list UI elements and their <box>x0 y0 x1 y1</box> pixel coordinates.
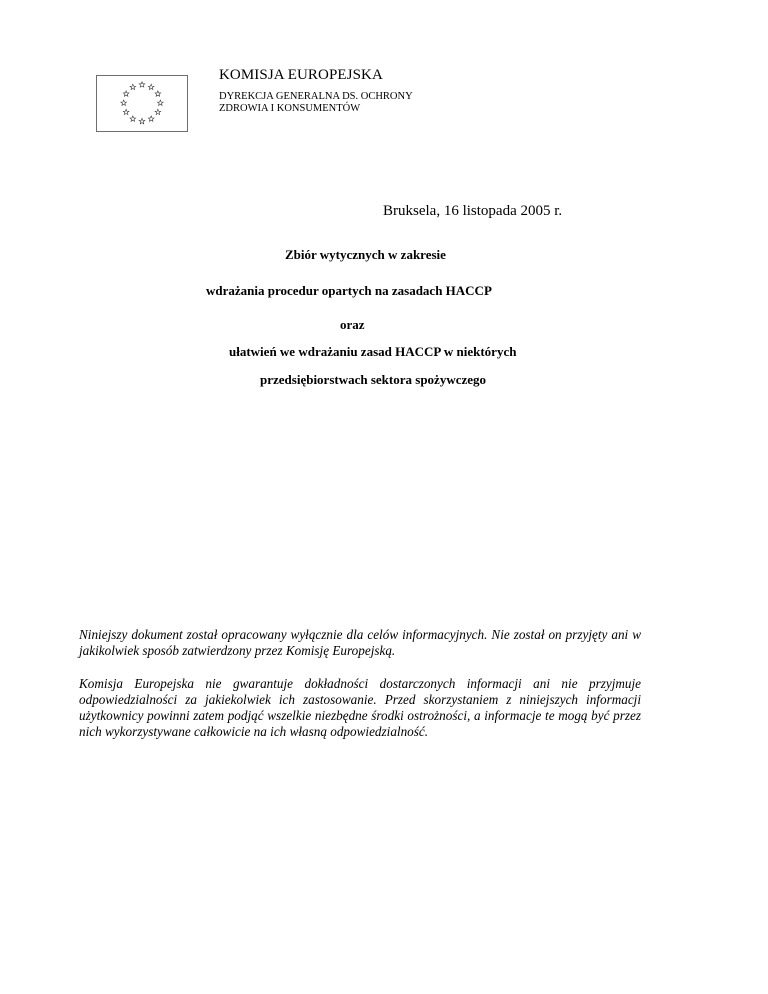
star-icon <box>130 116 136 121</box>
document-date: Bruksela, 16 listopada 2005 r. <box>383 203 563 219</box>
star-icon <box>155 91 161 96</box>
star-icon <box>139 118 145 123</box>
title-line-3: oraz <box>340 317 365 332</box>
organization-name: KOMISJA EUROPEJSKA <box>219 67 383 83</box>
title-line-2: wdrażania procedur opartych na zasadach HACCP <box>206 283 492 298</box>
eu-flag-icon <box>96 75 188 132</box>
organization-header <box>219 67 413 115</box>
directorate-line-1: DYREKCJA GENERALNA DS. OCHRONY <box>219 91 413 102</box>
star-icon <box>123 91 129 96</box>
star-icon <box>148 84 154 89</box>
star-icon <box>139 82 145 87</box>
directorate-line-2: ZDROWIA I KONSUMENTÓW <box>219 103 361 114</box>
title-line-1: Zbiór wytycznych w zakresie <box>285 247 446 262</box>
star-icon <box>148 116 154 121</box>
disclaimer-paragraph-2: Komisja Europejska nie gwarantuje dokładności dostarczonych informacji ani nie przyjmuje odpowiedzialności za jakiekolwiek ich zastosowanie. Przed skorzystaniem z niniejszych informacji użytkownicy powinni zatem podjąć wszelkie niezbędne środki ostrożności, a informacje te mogą być przez nich wykorzystywane całkowicie na ich własną odpowiedzialność. <box>79 676 641 739</box>
title-line-5: przedsiębiorstwach sektora spożywczego <box>260 372 487 387</box>
star-icon <box>130 84 136 89</box>
star-icon <box>157 100 163 105</box>
title-line-4: ułatwień we wdrażaniu zasad HACCP w niektórych <box>229 344 517 359</box>
eu-stars-circle <box>97 76 187 131</box>
star-icon <box>155 109 161 114</box>
star-icon <box>121 100 127 105</box>
star-icon <box>123 109 129 114</box>
disclaimer-paragraph-1: Niniejszy dokument został opracowany wyłącznie dla celów informacyjnych. Nie został on przyjęty ani w jakikolwiek sposób zatwierdzony przez Komisję Europejską. <box>79 627 641 658</box>
